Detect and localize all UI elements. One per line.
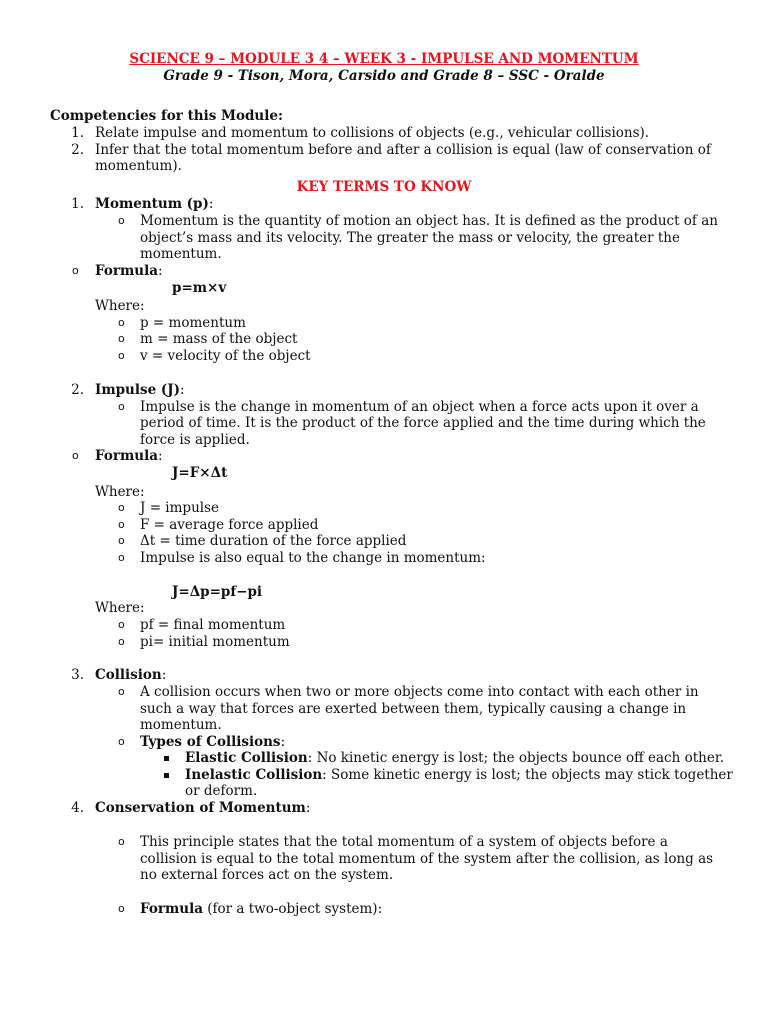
bullet-icon: o bbox=[118, 400, 125, 413]
momentum-desc-line: object’s mass and its velocity. The greater the mass or velocity, the greater the bbox=[140, 230, 680, 246]
conservation-heading bbox=[95, 800, 310, 816]
bullet-icon: o bbox=[118, 534, 125, 547]
bullet-icon: o bbox=[118, 501, 125, 514]
square-bullet-icon bbox=[164, 756, 169, 761]
section-number: 3. bbox=[71, 667, 84, 683]
competencies-heading: Competencies for this Module: bbox=[50, 108, 283, 124]
conservation-desc-line: This principle states that the total momentum of a system of objects before a bbox=[140, 834, 668, 850]
key-terms-heading: KEY TERMS TO KNOW bbox=[296, 179, 472, 195]
heading-colon: : bbox=[280, 734, 286, 750]
section-number: 1. bbox=[71, 196, 84, 212]
competency-number: 2. bbox=[71, 142, 84, 158]
heading-colon: : bbox=[208, 196, 214, 212]
bullet-icon: o bbox=[118, 551, 125, 564]
where-label: Where: bbox=[95, 298, 145, 314]
bullet-icon: o bbox=[118, 332, 125, 345]
momentum-formula-label-row bbox=[95, 263, 163, 279]
momentum-variable: v = velocity of the object bbox=[140, 348, 311, 364]
collision-type-name: Elastic Collision bbox=[185, 750, 308, 766]
impulse-title: Impulse (J) bbox=[95, 382, 181, 398]
bullet-icon: o bbox=[118, 902, 125, 915]
section-number: 2. bbox=[71, 382, 84, 398]
heading-colon: : bbox=[157, 263, 163, 279]
impulse-variable: pf = final momentum bbox=[140, 617, 286, 633]
document-title: SCIENCE 9 – MODULE 3 4 – WEEK 3 - IMPULSE AND MOMENTUM bbox=[129, 51, 639, 67]
impulse-desc-line: force is applied. bbox=[140, 432, 250, 448]
types-label: Types of Collisions bbox=[140, 734, 281, 750]
impulse-variable: Impulse is also equal to the change in momentum: bbox=[140, 550, 486, 566]
impulse-variable: F = average force applied bbox=[140, 517, 319, 533]
momentum-variable: p = momentum bbox=[140, 315, 246, 331]
heading-colon: : bbox=[180, 382, 185, 398]
bullet-icon: o bbox=[118, 214, 125, 227]
bullet-icon: o bbox=[118, 316, 125, 329]
competency-text: Relate impulse and momentum to collisions of objects (e.g., vehicular collisions). bbox=[95, 125, 650, 141]
impulse-momentum-formula: J=Δp=pf−pi bbox=[172, 584, 263, 600]
bullet-icon: o bbox=[118, 735, 125, 748]
collision-desc-line: such a way that forces are exerted between them, typically causing a change in bbox=[140, 701, 687, 717]
section-number: 4. bbox=[71, 800, 84, 816]
conservation-formula-row bbox=[140, 901, 382, 917]
impulse-desc-line: period of time. It is the product of the force applied and the time during which the bbox=[140, 415, 706, 431]
collision-type-item bbox=[185, 750, 724, 766]
bullet-icon: o bbox=[118, 685, 125, 698]
bullet-icon: o bbox=[118, 635, 125, 648]
momentum-formula: p=m×v bbox=[172, 280, 227, 296]
impulse-heading bbox=[95, 382, 185, 398]
heading-colon: : bbox=[305, 800, 311, 816]
momentum-title: Momentum (p) bbox=[95, 196, 209, 212]
collision-types-label-row bbox=[140, 734, 285, 750]
bullet-icon: o bbox=[72, 449, 79, 462]
momentum-desc-line: momentum. bbox=[140, 246, 222, 262]
collision-desc-line: momentum. bbox=[140, 717, 222, 733]
impulse-variable: J = impulse bbox=[140, 500, 219, 516]
conservation-desc-line: no external forces act on the system. bbox=[140, 867, 394, 883]
conservation-desc-line: collision is equal to the total momentum of the system after the collision, as long as bbox=[140, 851, 714, 867]
impulse-formula-label-row bbox=[95, 448, 163, 464]
collision-type-text: : Some kinetic energy is lost; the objects may stick together bbox=[322, 767, 733, 783]
competency-number: 1. bbox=[71, 125, 84, 141]
heading-colon: : bbox=[161, 667, 167, 683]
document-subtitle: Grade 9 - Tison, Mora, Carsido and Grade 8 – SSC - Oralde bbox=[163, 68, 605, 84]
collision-title: Collision bbox=[95, 667, 162, 683]
bullet-icon: o bbox=[72, 264, 79, 277]
square-bullet-icon bbox=[164, 773, 169, 778]
bullet-icon: o bbox=[118, 518, 125, 531]
bullet-icon: o bbox=[118, 618, 125, 631]
impulse-formula: J=F×Δt bbox=[172, 465, 228, 481]
formula-label: Formula bbox=[140, 901, 203, 917]
heading-colon: : bbox=[157, 448, 163, 464]
collision-type-text-continued: or deform. bbox=[185, 783, 258, 799]
collision-type-text: : No kinetic energy is lost; the objects bounce off each other. bbox=[307, 750, 725, 766]
competency-text: Infer that the total momentum before and after a collision is equal (law of conservation of bbox=[95, 142, 711, 158]
where-label: Where: bbox=[95, 484, 145, 500]
momentum-desc-line: Momentum is the quantity of motion an object has. It is defined as the product of an bbox=[140, 213, 718, 229]
formula-note: (for a two-object system): bbox=[202, 901, 383, 917]
momentum-variable: m = mass of the object bbox=[140, 331, 298, 347]
impulse-variable: Δt = time duration of the force applied bbox=[140, 533, 407, 549]
collision-type-item bbox=[185, 767, 733, 783]
collision-desc-line: A collision occurs when two or more objects come into contact with each other in bbox=[140, 684, 699, 700]
momentum-heading bbox=[95, 196, 213, 212]
competency-text-continued: momentum). bbox=[95, 158, 182, 174]
conservation-title: Conservation of Momentum bbox=[95, 800, 306, 816]
collision-heading bbox=[95, 667, 166, 683]
impulse-desc-line: Impulse is the change in momentum of an object when a force acts upon it over a bbox=[140, 399, 699, 415]
bullet-icon: o bbox=[118, 835, 125, 848]
bullet-icon: o bbox=[118, 349, 125, 362]
impulse-variable: pi= initial momentum bbox=[140, 634, 290, 650]
collision-type-name: Inelastic Collision bbox=[185, 767, 323, 783]
where-label: Where: bbox=[95, 600, 145, 616]
formula-label: Formula bbox=[95, 263, 158, 279]
formula-label: Formula bbox=[95, 448, 158, 464]
